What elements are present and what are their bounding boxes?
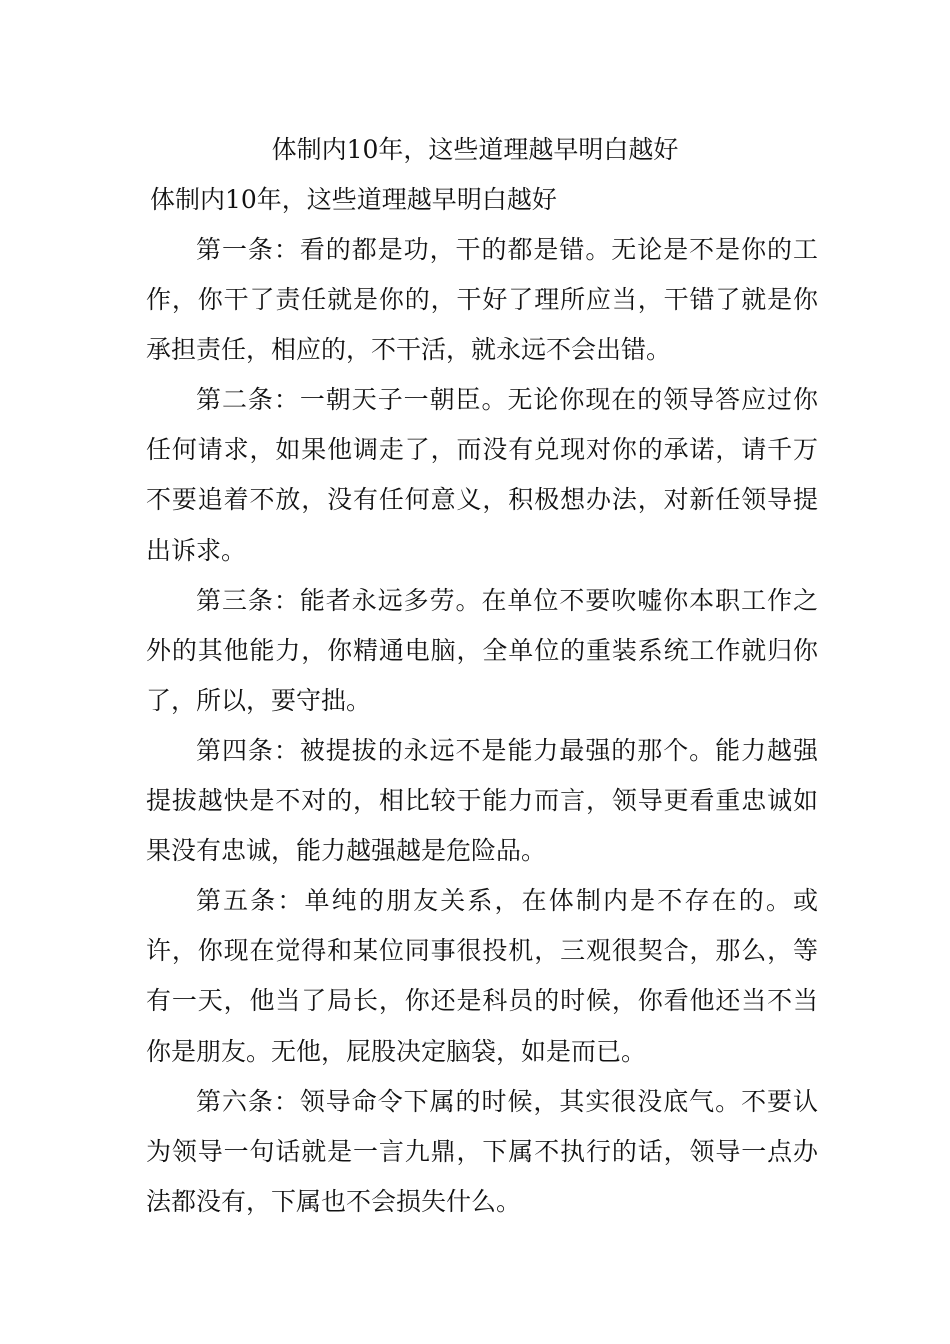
paragraph-rule-4: 第四条：被提拔的永远不是能力最强的那个。能力越强提拔越快是不对的，相比较于能力而言，领导更看重忠诚如果没有忠诚，能力越强越是危险品。 bbox=[146, 735, 818, 866]
paragraph-rule-6: 第六条：领导命令下属的时候，其实很没底气。不要认为领导一句话就是一言九鼎，下属不执行的话，领导一点办法都没有，下属也不会损失什么。 bbox=[146, 1086, 818, 1216]
paragraph-rule-5: 第五条：单纯的朋友关系，在体制内是不存在的。或许，你现在觉得和某位同事很投机，三观很契合，那么，等有一天，他当了局长，你还是科员的时候，你看他还当不当你是朋友。无他，屁股决定脑袋，如是而已。 bbox=[146, 886, 818, 1066]
paragraph-rule-2: 第二条：一朝天子一朝臣。无论你现在的领导答应过你任何请求，如果他调走了，而没有兑现对你的承诺，请千万不要追着不放，没有任何意义，积极想办法，对新任领导提出诉求。 bbox=[146, 385, 818, 565]
document-subtitle: 体制内10年，这些道理越早明白越好 bbox=[150, 185, 557, 214]
paragraph-rule-3: 第三条：能者永远多劳。在单位不要吹嘘你本职工作之外的其他能力，你精通电脑，全单位的重装系统工作就归你了，所以，要守拙。 bbox=[146, 585, 818, 715]
document-body bbox=[146, 225, 818, 1227]
paragraph-rule-1: 第一条：看的都是功，干的都是错。无论是不是你的工作，你干了责任就是你的，干好了理所应当，干错了就是你承担责任，相应的，不干活，就永远不会出错。 bbox=[146, 235, 818, 365]
document-title: 体制内10年，这些道理越早明白越好 bbox=[271, 135, 679, 164]
